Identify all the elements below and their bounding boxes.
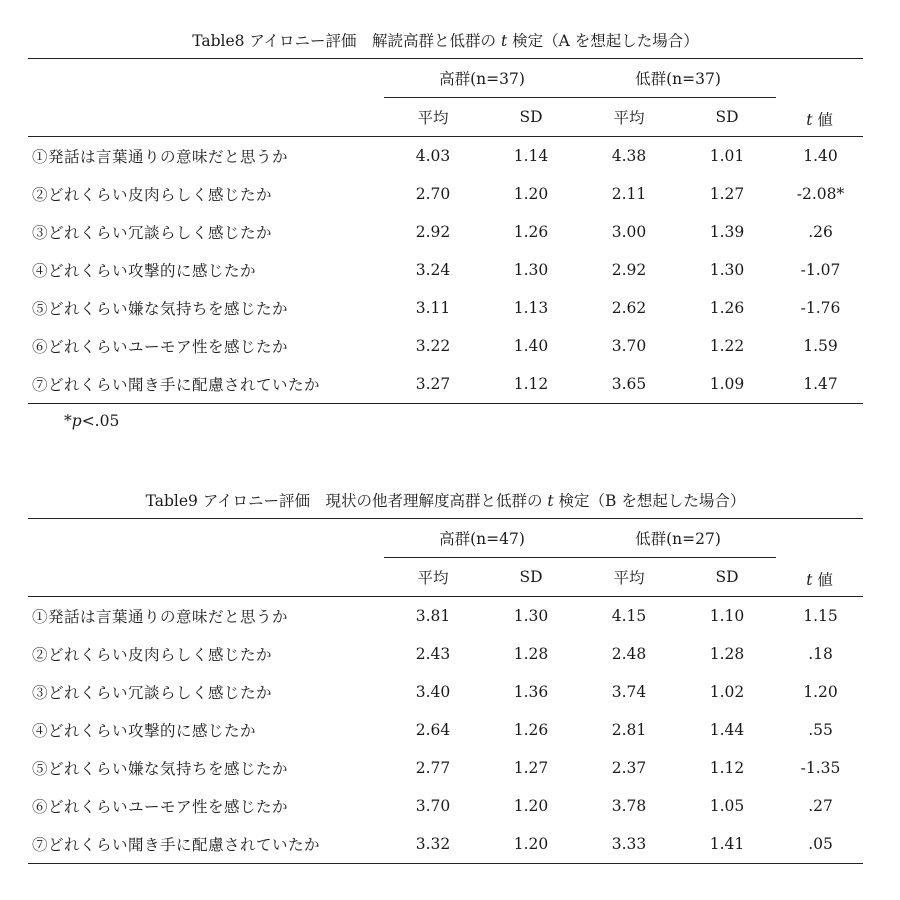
- low-sd-cell: 1.10: [709, 607, 745, 625]
- table9-low-mean-header: 平均: [580, 558, 678, 597]
- t-value-cell: .18: [808, 645, 833, 663]
- item-cell: ⑥どれくらいユーモア性を感じたか: [32, 798, 289, 816]
- high-mean-cell: 3.70: [415, 797, 451, 815]
- low-mean-cell: 3.00: [611, 223, 647, 241]
- table-row: [28, 597, 863, 636]
- t-value-cell: 1.15: [803, 607, 838, 625]
- item-cell: ④どれくらい攻撃的に感じたか: [32, 262, 257, 280]
- high-sd-cell: 1.36: [513, 683, 549, 701]
- table9-item-header: [28, 519, 384, 558]
- t-value-cell: -1.35: [800, 759, 841, 777]
- table9-item-header-blank: [28, 558, 384, 597]
- high-sd-cell: 1.20: [482, 825, 580, 864]
- low-sd-cell: 1.26: [709, 299, 745, 317]
- table-row: [28, 137, 863, 176]
- high-sd-cell: 1.40: [513, 337, 549, 355]
- high-sd-cell: 1.13: [513, 299, 549, 317]
- item-cell: ①発話は言葉通りの意味だと思うか: [32, 148, 289, 166]
- table8-high-mean-header: 平均: [384, 98, 482, 137]
- table9-caption-post: 検定（B を想起した場合）: [553, 492, 746, 510]
- high-mean-cell: 2.77: [415, 759, 451, 777]
- low-mean-cell: 2.37: [611, 759, 647, 777]
- table-row: [28, 175, 863, 213]
- item-cell: ③どれくらい冗談らしく感じたか: [32, 224, 273, 242]
- table8-block: [28, 28, 863, 436]
- t-value-cell: .27: [808, 797, 833, 815]
- high-sd-cell: 1.30: [513, 607, 549, 625]
- low-sd-cell: 1.05: [709, 797, 745, 815]
- t-value-cell: 1.59: [803, 337, 838, 355]
- high-mean-cell: 2.43: [415, 645, 451, 663]
- low-sd-cell: 1.44: [709, 721, 745, 739]
- table9-low-sd-header: SD: [678, 558, 776, 597]
- item-cell: ⑤どれくらい嫌な気持ちを感じたか: [32, 760, 289, 778]
- item-cell: ②どれくらい皮肉らしく感じたか: [32, 646, 273, 664]
- low-sd-cell: 1.39: [709, 223, 745, 241]
- high-mean-cell: 3.27: [384, 365, 482, 404]
- table8-t-italic: t: [806, 111, 813, 129]
- table8-t-suffix: 値: [812, 111, 833, 129]
- table8-low-sd-header: SD: [678, 98, 776, 137]
- low-sd-cell: 1.28: [709, 645, 745, 663]
- high-sd-cell: 1.12: [482, 365, 580, 404]
- item-cell: ①発話は言葉通りの意味だと思うか: [32, 608, 289, 626]
- item-cell: ⑦どれくらい聞き手に配慮されていたか: [28, 825, 384, 864]
- high-mean-cell: 4.03: [415, 147, 451, 165]
- table8-note: [28, 412, 863, 436]
- item-cell: ②どれくらい皮肉らしく感じたか: [32, 186, 273, 204]
- low-mean-cell: 3.33: [580, 825, 678, 864]
- item-cell: ⑤どれくらい嫌な気持ちを感じたか: [32, 300, 289, 318]
- high-mean-cell: 2.64: [415, 721, 451, 739]
- table8-caption: [28, 28, 863, 58]
- t-value-cell: -2.08*: [796, 185, 845, 203]
- table8-caption-post: 検定（A を想起した場合）: [507, 32, 699, 50]
- low-mean-cell: 4.38: [611, 147, 647, 165]
- low-sd-cell: 1.09: [678, 365, 776, 404]
- table9-caption-t: t: [547, 492, 554, 510]
- low-mean-cell: 3.65: [580, 365, 678, 404]
- item-cell: ⑥どれくらいユーモア性を感じたか: [32, 338, 289, 356]
- t-value-cell: .55: [808, 721, 833, 739]
- high-sd-cell: 1.26: [513, 223, 549, 241]
- low-sd-cell: 1.22: [709, 337, 745, 355]
- t-value-cell: .05: [776, 825, 863, 864]
- table9-t-italic: t: [806, 571, 813, 589]
- table-row: [28, 213, 863, 251]
- table8-caption-pre: Table8 アイロニー評価 解読高群と低群の: [192, 32, 501, 50]
- table-row: [28, 787, 863, 825]
- table-row: [28, 251, 863, 289]
- low-mean-cell: 3.74: [611, 683, 647, 701]
- table-row: [28, 327, 863, 365]
- high-sd-cell: 1.27: [513, 759, 549, 777]
- table-row: [28, 635, 863, 673]
- t-value-cell: .26: [808, 223, 833, 241]
- table8-high-group-header: 高群(n=37): [384, 59, 580, 98]
- item-cell: ⑦どれくらい聞き手に配慮されていたか: [28, 365, 384, 404]
- table-row: [28, 825, 863, 864]
- table8: [28, 58, 863, 404]
- t-value-cell: 1.40: [803, 147, 838, 165]
- table9-high-mean-header: 平均: [384, 558, 482, 597]
- table9-high-group-header: 高群(n=47): [384, 519, 580, 558]
- table9-low-group-header: 低群(n=27): [580, 519, 776, 558]
- table9-block: [28, 488, 863, 864]
- low-mean-cell: 2.81: [611, 721, 647, 739]
- table9-caption-pre: Table9 アイロニー評価 現状の他者理解度高群と低群の: [145, 492, 548, 510]
- table9: [28, 518, 863, 864]
- low-mean-cell: 2.48: [611, 645, 647, 663]
- high-sd-cell: 1.20: [513, 185, 549, 203]
- high-sd-cell: 1.26: [513, 721, 549, 739]
- table8-low-mean-header: 平均: [580, 98, 678, 137]
- high-mean-cell: 3.24: [415, 261, 451, 279]
- table8-low-group-header: 低群(n=37): [580, 59, 776, 98]
- table8-note-p: p: [71, 412, 82, 430]
- low-mean-cell: 2.11: [611, 185, 647, 203]
- low-sd-cell: 1.41: [678, 825, 776, 864]
- t-value-cell: 1.20: [803, 683, 838, 701]
- low-mean-cell: 2.62: [611, 299, 647, 317]
- t-value-cell: 1.47: [776, 365, 863, 404]
- table8-item-header: [28, 59, 384, 98]
- high-mean-cell: 3.11: [415, 299, 451, 317]
- table9-t-suffix: 値: [812, 571, 833, 589]
- table-row: [28, 673, 863, 711]
- table8-item-header-blank: [28, 98, 384, 137]
- high-mean-cell: 3.22: [415, 337, 451, 355]
- table-row: [28, 365, 863, 404]
- table8-note-rest: <.05: [81, 412, 120, 430]
- high-sd-cell: 1.20: [513, 797, 549, 815]
- low-mean-cell: 4.15: [611, 607, 647, 625]
- item-cell: ④どれくらい攻撃的に感じたか: [32, 722, 257, 740]
- high-mean-cell: 3.81: [415, 607, 451, 625]
- high-mean-cell: 3.40: [415, 683, 451, 701]
- t-value-cell: -1.07: [800, 261, 841, 279]
- t-value-cell: -1.76: [800, 299, 841, 317]
- low-mean-cell: 3.78: [611, 797, 647, 815]
- table-row: [28, 749, 863, 787]
- table-row: [28, 289, 863, 327]
- low-mean-cell: 2.92: [611, 261, 647, 279]
- high-mean-cell: 3.32: [384, 825, 482, 864]
- low-sd-cell: 1.01: [709, 147, 745, 165]
- table9-high-sd-header: SD: [482, 558, 580, 597]
- low-sd-cell: 1.27: [709, 185, 745, 203]
- low-sd-cell: 1.02: [709, 683, 745, 701]
- item-cell: ③どれくらい冗談らしく感じたか: [32, 684, 273, 702]
- low-sd-cell: 1.30: [709, 261, 745, 279]
- high-mean-cell: 2.70: [415, 185, 451, 203]
- high-sd-cell: 1.28: [513, 645, 549, 663]
- table8-caption-t: t: [500, 32, 508, 50]
- table8-note-star: *: [64, 412, 72, 430]
- high-mean-cell: 2.92: [415, 223, 451, 241]
- low-mean-cell: 3.70: [611, 337, 647, 355]
- high-sd-cell: 1.14: [513, 147, 549, 165]
- table8-high-sd-header: SD: [482, 98, 580, 137]
- table9-caption: [28, 488, 863, 518]
- table8-t-header: [776, 59, 863, 137]
- low-sd-cell: 1.12: [709, 759, 745, 777]
- table-row: [28, 711, 863, 749]
- high-sd-cell: 1.30: [513, 261, 549, 279]
- table9-t-header: [776, 519, 863, 597]
